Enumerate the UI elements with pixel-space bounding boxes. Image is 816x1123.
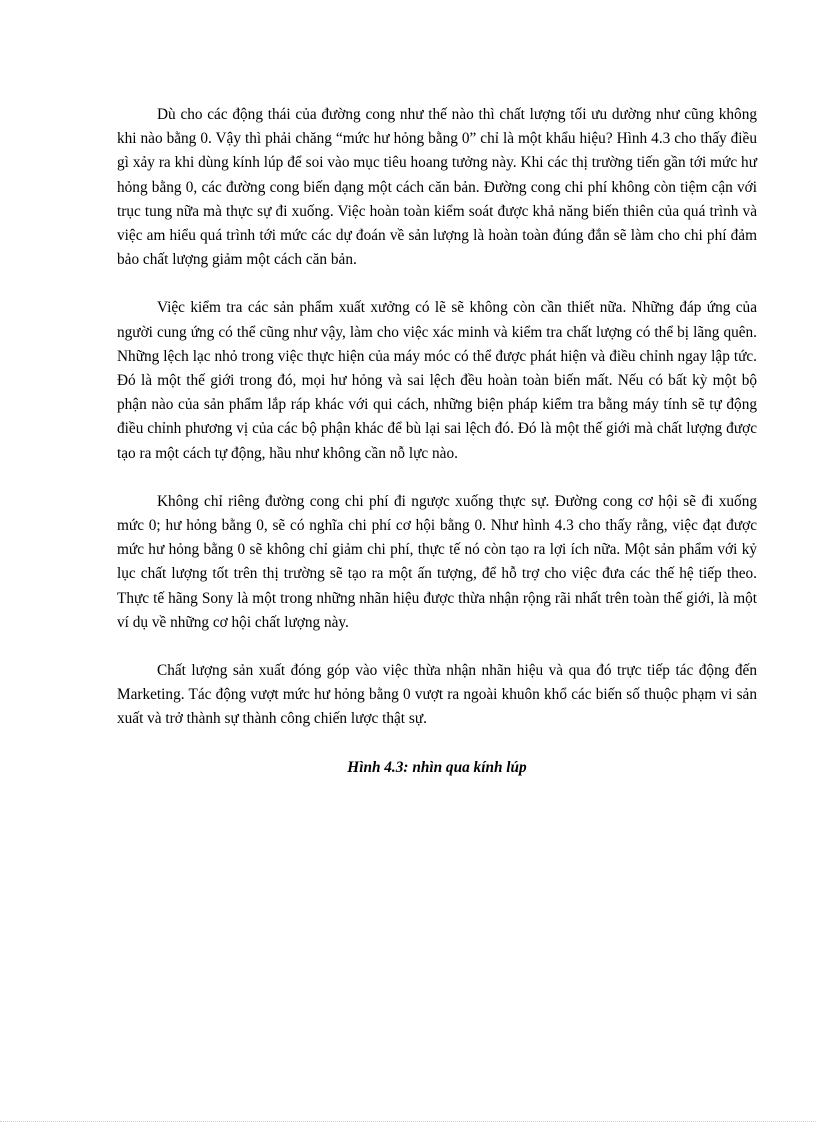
document-body [117,103,757,780]
paragraph-2: Việc kiểm tra các sản phẩm xuất xưởng có lẽ sẽ không còn cần thiết nữa. Những đáp ứng của người cung ứng có thể cũng như vậy, làm cho việc xác minh và kiểm tra chất lượng có thể bị lãng quên. Những lệch lạc nhỏ trong việc thực hiện của máy móc có thể được phát hiện và điều chỉnh ngay lập tức. Đó là một thế giới trong đó, mọi hư hỏng và sai lệch đều hoàn toàn biến mất. Nếu có bất kỳ một bộ phận nào của sản phẩm lắp ráp khác với qui cách, những biện pháp kiểm tra bằng máy tính sẽ tự động điều chỉnh phương vị của các bộ phận khác để bù lại sai lệch đó. Đó là một thế giới mà chất lượng được tạo ra một cách tự động, hầu như không cần nỗ lực nào. [117,299,757,462]
page-bottom-divider [0,1121,816,1122]
figure-caption: Hình 4.3: nhìn qua kính lúp [347,758,527,776]
paragraph-3: Không chỉ riêng đường cong chi phí đi ngược xuống thực sự. Đường cong cơ hội sẽ đi xuống mức 0; hư hỏng bằng 0, sẽ có nghĩa chi phí cơ hội bằng 0. Như hình 4.3 cho thấy rằng, việc đạt được mức hư hỏng bằng 0 sẽ không chỉ giảm chi phí, thực tế nó còn tạo ra lợi ích nữa. Một sản phẩm với kỷ lục chất lượng tốt trên thị trường sẽ tạo ra một ấn tượng, để hỗ trợ cho việc đưa các thế hệ tiếp theo. Thực tế hãng Sony là một trong những nhãn hiệu được thừa nhận rộng rãi nhất trên toàn thế giới, là một ví dụ về những cơ hội chất lượng này. [117,492,757,631]
paragraph-1: Dù cho các động thái của đường cong như thế nào thì chất lượng tối ưu dường như cũng không khi nào bằng 0. Vậy thì phải chăng “mức hư hỏng bằng 0” chỉ là một khẩu hiệu? Hình 4.3 cho thấy điều gì xảy ra khi dùng kính lúp để soi vào mục tiêu hoang tưởng này. Khi các thị trường tiến gần tới mức hư hỏng bằng 0, các đường cong biến dạng một cách căn bản. Đường cong chi phí không còn tiệm cận với trục tung nữa mà thực sự đi xuống. Việc hoàn toàn kiểm soát được khả năng biến thiên của quá trình và việc am hiểu quá trình tới mức các dự đoán về sản lượng là hoàn toàn đúng đắn sẽ làm cho chi phí đảm bảo chất lượng giảm một cách căn bản. [117,106,757,269]
paragraph-4: Chất lượng sản xuất đóng góp vào việc thừa nhận nhãn hiệu và qua đó trực tiếp tác động đến Marketing. Tác động vượt mức hư hỏng bằng 0 vượt ra ngoài khuôn khổ các biến số thuộc phạm vi sản xuất và trở thành sự thành công chiến lược thật sự. [117,662,757,728]
